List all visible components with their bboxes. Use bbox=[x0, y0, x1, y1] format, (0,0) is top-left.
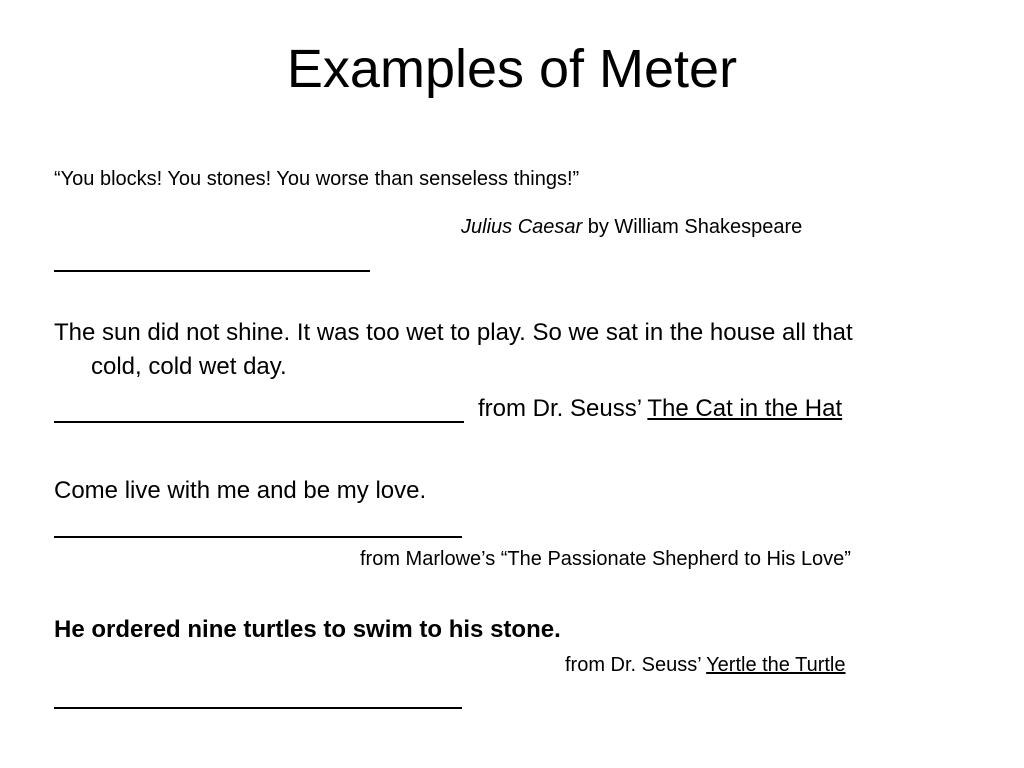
answer-blank-1 bbox=[54, 270, 370, 272]
example1-quote: “You blocks! You stones! You worse than senseless things!” bbox=[54, 168, 580, 190]
example4-source-prefix: from Dr. Seuss’ bbox=[565, 654, 707, 676]
answer-blank-3 bbox=[54, 536, 462, 538]
answer-blank-2 bbox=[54, 421, 464, 423]
example2-source-title: The Cat in the Hat bbox=[647, 395, 843, 422]
example4-source-title: Yertle the Turtle bbox=[706, 654, 846, 676]
example1-source-by: by William Shakespeare bbox=[582, 216, 803, 238]
example4-source bbox=[565, 653, 846, 677]
example3-quote: Come live with me and be my love. bbox=[54, 477, 427, 504]
example4-quote: He ordered nine turtles to swim to his stone. bbox=[54, 616, 561, 643]
answer-blank-4 bbox=[54, 707, 462, 709]
example1-source bbox=[461, 215, 802, 239]
example2-line1: The sun did not shine. It was too wet to play. So we sat in the house all that bbox=[54, 319, 853, 346]
example3-source: from Marlowe’s “The Passionate Shepherd to His Love” bbox=[360, 548, 851, 570]
example2-source bbox=[478, 394, 842, 424]
example2-source-prefix: from Dr. Seuss’ bbox=[478, 395, 648, 422]
example2-line2: cold, cold wet day. bbox=[91, 353, 287, 380]
example1-source-title: Julius Caesar bbox=[461, 216, 583, 238]
slide-title: Examples of Meter bbox=[286, 39, 738, 99]
